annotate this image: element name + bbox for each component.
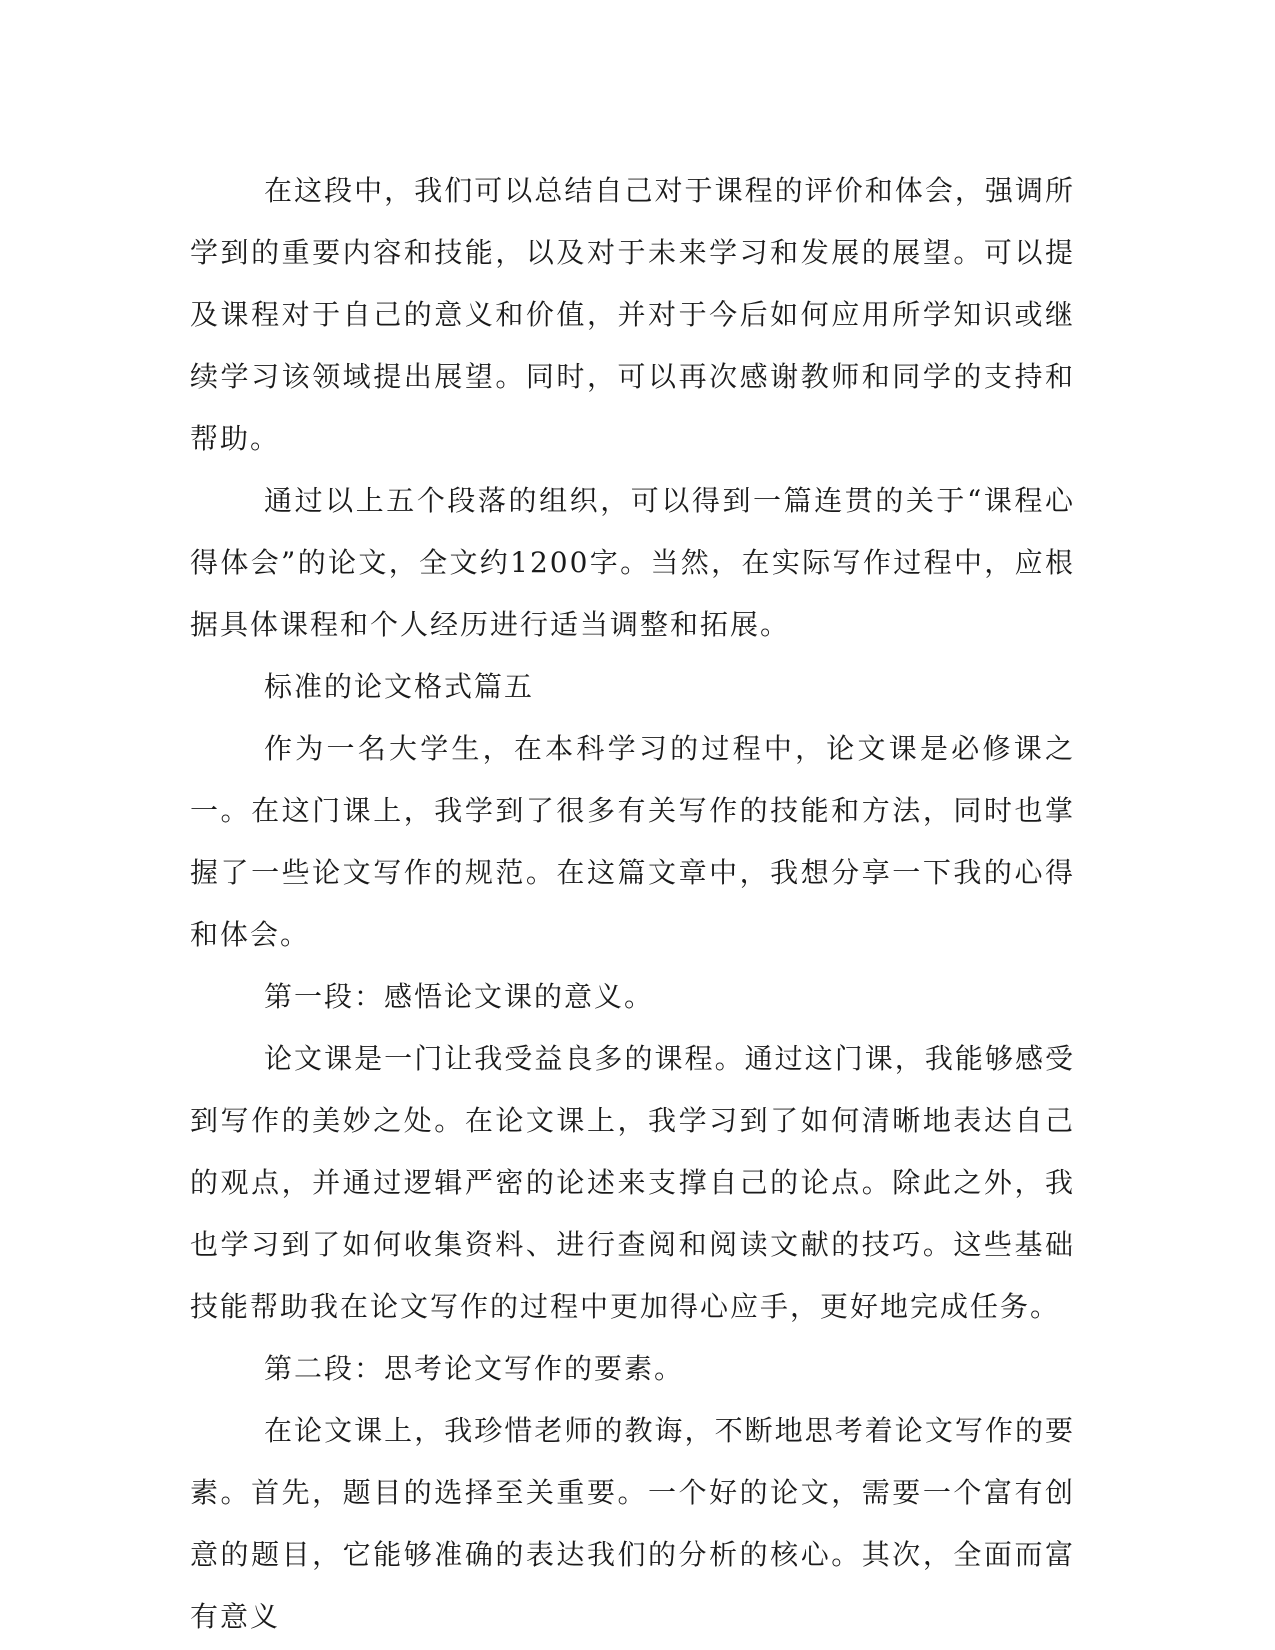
section-heading-part-five: 标准的论文格式篇五: [264, 670, 535, 703]
section-heading-first: 第一段：感悟论文课的意义。: [264, 980, 655, 1013]
document-body: [190, 160, 1075, 1648]
paragraph-course-summary: 在这段中，我们可以总结自己对于课程的评价和体会，强调所学到的重要内容和技能，以及对于未来学习和发展的展望。可以提及课程对于自己的意义和价值，并对于今后如何应用所学知识或继续学习该领域提出展望。同时，可以再次感谢教师和同学的支持和帮助。: [190, 174, 1075, 455]
section-heading-second: 第二段：思考论文写作的要素。: [264, 1352, 685, 1385]
paragraph-second-section: 在论文课上，我珍惜老师的教诲，不断地思考着论文写作的要素。首先，题目的选择至关重要。一个好的论文，需要一个富有创意的题目，它能够准确的表达我们的分析的核心。其次，全面而富有意义: [190, 1414, 1075, 1633]
paragraph-first-section: 论文课是一门让我受益良多的课程。通过这门课，我能够感受到写作的美妙之处。在论文课上，我学习到了如何清晰地表达自己的观点，并通过逻辑严密的论述来支撑自己的论点。除此之外，我也学习到了如何收集资料、进行查阅和阅读文献的技巧。这些基础技能帮助我在论文写作的过程中更加得心应手，更好地完成任务。: [190, 1042, 1075, 1323]
paragraph-organization-note: 通过以上五个段落的组织，可以得到一篇连贯的关于“课程心得体会”的论文，全文约1200字。当然，在实际写作过程中，应根据具体课程和个人经历进行适当调整和拓展。: [190, 484, 1075, 641]
paragraph-intro: 作为一名大学生，在本科学习的过程中，论文课是必修课之一。在这门课上，我学到了很多有关写作的技能和方法，同时也掌握了一些论文写作的规范。在这篇文章中，我想分享一下我的心得和体会。: [190, 732, 1075, 951]
